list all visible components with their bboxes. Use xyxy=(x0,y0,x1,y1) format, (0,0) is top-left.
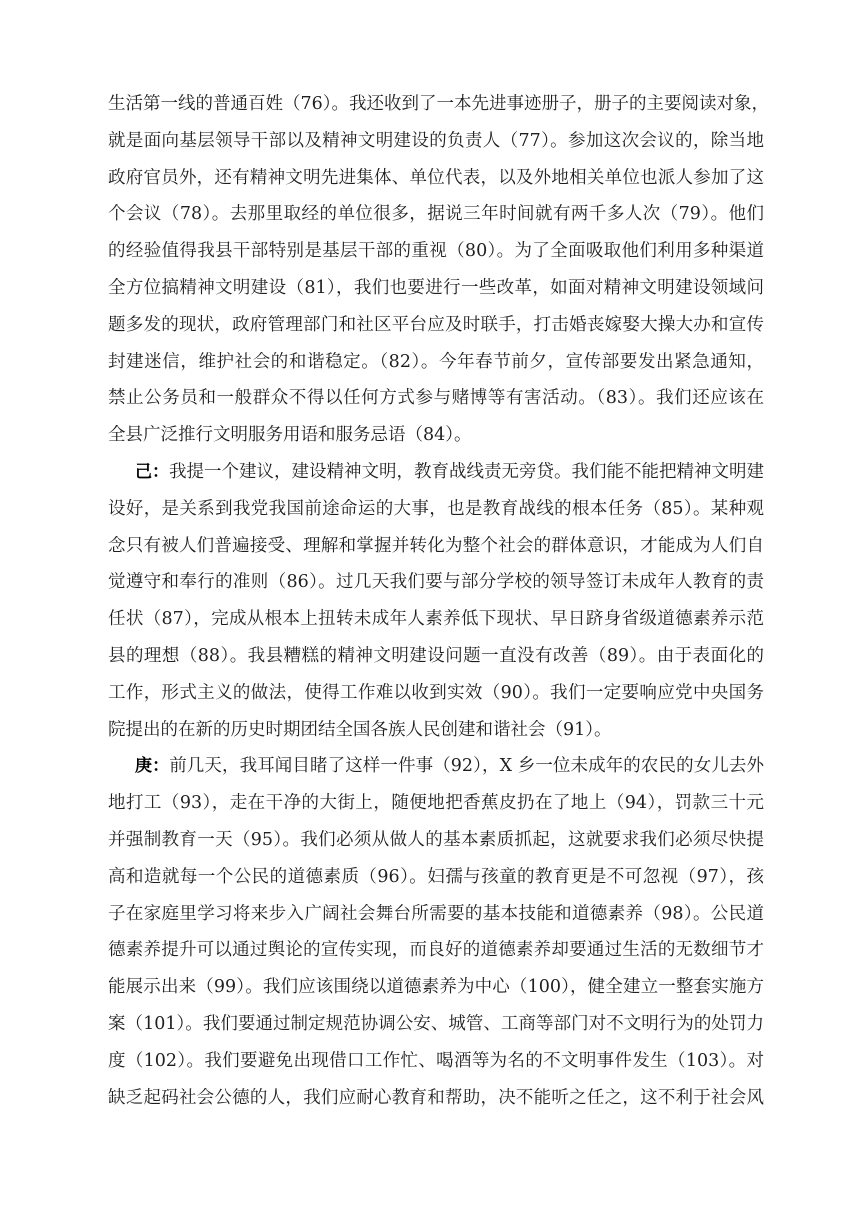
text-line: 就是面向基层领导干部以及精神文明建设的负责人（77）。参加这次会议的，除当地 xyxy=(108,130,764,151)
text-line: 觉遵守和奉行的准则（86）。过几天我们要与部分学校的领导签订未成年人教育的责 xyxy=(108,572,764,593)
text-line: 政府官员外，还有精神文明先进集体、单位代表，以及外地相关单位也派人参加了这 xyxy=(108,167,764,188)
text-line: 院提出的在新的历史时期团结全国各族人民创建和谐社会（91）。 xyxy=(108,719,612,740)
text-line: 念只有被人们普遍接受、理解和掌握并转化为整个社会的群体意识，才能成为人们自 xyxy=(108,535,764,556)
speaker-label: 庚： xyxy=(135,756,170,777)
text-line: 高和造就每一个公民的道德素质（96）。妇孺与孩童的教育更是不可忽视（97），孩 xyxy=(108,866,764,887)
paragraph-speaker-geng xyxy=(108,748,764,1116)
text-line: 并强制教育一天（95）。我们必须从做人的基本素质抓起，这就要求我们必须尽快提 xyxy=(108,829,764,850)
text-line: 德素养提升可以通过舆论的宣传实现，而良好的道德素养却要通过生活的无数细节才 xyxy=(108,940,764,961)
document-body xyxy=(108,86,770,1116)
text-line: 地打工（93），走在干净的大街上，随便地把香蕉皮扔在了地上（94），罚款三十元 xyxy=(108,793,764,814)
text-line: 的经验值得我县干部特别是基层干部的重视（80）。为了全面吸取他们利用多种渠道 xyxy=(108,241,764,262)
text-line: 缺乏起码社会公德的人，我们应耐心教育和帮助，决不能听之任之，这不利于社会风 xyxy=(108,1087,764,1108)
paragraph-speaker-ji xyxy=(108,454,764,748)
text-line: 封建迷信，维护社会的和谐稳定。（82）。今年春节前夕，宣传部要发出紧急通知， xyxy=(108,351,764,372)
text-line: 个会议（78）。去那里取经的单位很多，据说三年时间就有两千多人次（79）。他们 xyxy=(108,204,764,225)
text-line-body: 我提一个建议，建设精神文明，教育战线责无旁贷。我们能不能把精神文明建 xyxy=(169,461,764,482)
text-line: 题多发的现状，政府管理部门和社区平台应及时联手，打击婚丧嫁娶大操大办和宣传 xyxy=(108,314,764,335)
text-line: 任状（87），完成从根本上扭转未成年人素养低下现状、早日跻身省级道德素养示范 xyxy=(108,609,764,630)
text-line: 工作，形式主义的做法，使得工作难以收到实效（90）。我们一定要响应党中央国务 xyxy=(108,682,764,703)
text-line: 能展示出来（99）。我们应该围绕以道德素养为中心（100），健全建立一整套实施方 xyxy=(108,977,764,998)
speaker-label: 己： xyxy=(135,461,169,482)
text-line: 全县广泛推行文明服务用语和服务忌语（84）。 xyxy=(108,425,472,446)
text-line: 全方位搞精神文明建设（81），我们也要进行一些改革，如面对精神文明建设领域问 xyxy=(108,277,764,298)
text-line: 县的理想（88）。我县糟糕的精神文明建设问题一直没有改善（89）。由于表面化的 xyxy=(108,645,764,666)
text-line: 设好，是关系到我党我国前途命运的大事，也是教育战线的根本任务（85）。某种观 xyxy=(108,498,764,519)
paragraph-continuation xyxy=(108,86,770,454)
text-line-first xyxy=(108,454,764,491)
text-line: 案（101）。我们要通过制定规范协调公安、城管、工商等部门对不文明行为的处罚力 xyxy=(108,1013,764,1034)
text-line: 禁止公务员和一般群众不得以任何方式参与赌博等有害活动。（83）。我们还应该在 xyxy=(108,388,764,409)
text-line-first xyxy=(108,748,764,785)
text-line: 度（102）。我们要避免出现借口工作忙、喝酒等为名的不文明事件发生（103）。对 xyxy=(108,1050,764,1071)
text-line-body: 前几天，我耳闻目睹了这样一件事（92），X 乡一位未成年的农民的女儿去外 xyxy=(169,756,764,777)
text-line: 生活第一线的普通百姓（76）。我还收到了一本先进事迹册子，册子的主要阅读对象， xyxy=(108,94,770,114)
text-line: 子在家庭里学习将来步入广阔社会舞台所需要的基本技能和道德素养（98）。公民道 xyxy=(108,903,764,924)
